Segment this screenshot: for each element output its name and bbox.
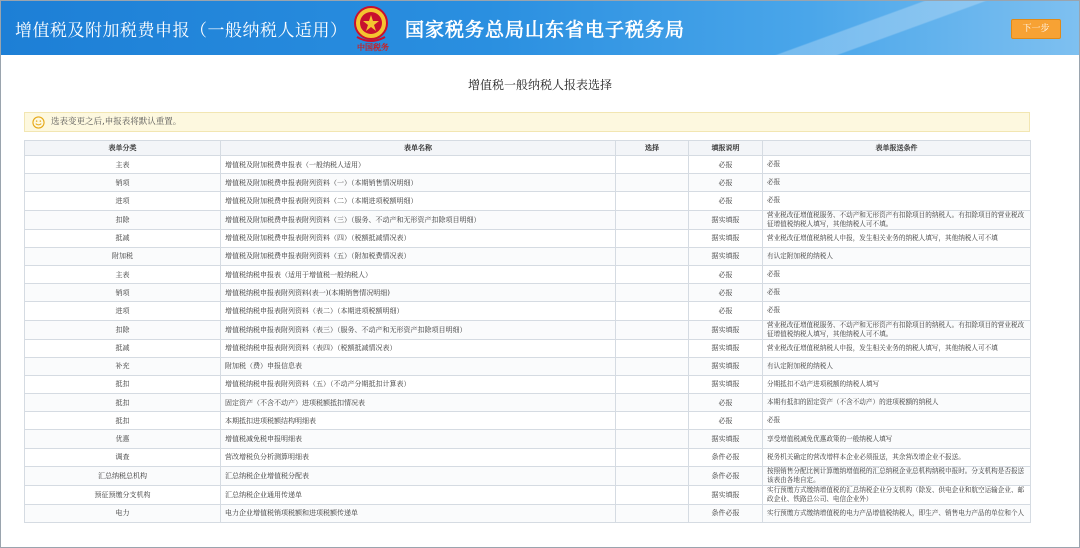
cell-fill-instructions: 必报 [689,174,763,192]
cell-conditions: 营业税改征增值税纳税人申报，发生相关业务的纳税人填写，其他纳税人可不填 [763,339,1031,357]
cell-conditions: 有认定附加税的纳税人 [763,357,1031,375]
cell-category: 预征预缴分支机构 [25,485,221,504]
cell-select[interactable] [616,210,689,229]
cell-form-name: 增值税及附加税费申报表附列资料（二）（本期进项税额明细） [221,192,616,210]
cell-form-name: 增值税纳税申报表附列资料(表一)(本期销售情况明细) [221,284,616,302]
cell-category: 进项 [25,302,221,320]
cell-fill-instructions: 必报 [689,302,763,320]
table-row[interactable] [25,210,1031,229]
cell-form-name: 本期抵扣进项税额结构明细表 [221,412,616,430]
cell-fill-instructions: 必报 [689,284,763,302]
notice-bar [24,112,1030,132]
table-body [25,156,1031,523]
table-row[interactable] [25,412,1031,430]
cell-fill-instructions: 据实填报 [689,247,763,265]
cell-form-name: 增值税减免税申报明细表 [221,430,616,448]
table-row[interactable] [25,394,1031,412]
cell-select[interactable] [616,485,689,504]
cell-conditions: 必报 [763,192,1031,210]
cell-category: 优惠 [25,430,221,448]
table-row[interactable] [25,229,1031,247]
cell-conditions: 有认定附加税的纳税人 [763,247,1031,265]
cell-fill-instructions: 必报 [689,265,763,283]
cell-form-name: 增值税及附加税费申报表附列资料（一）（本期销售情况明细） [221,174,616,192]
cell-form-name: 增值税及附加税费申报表（一般纳税人适用） [221,156,616,174]
header-mountain-decoration [759,1,1019,55]
cell-category: 抵扣 [25,412,221,430]
cell-fill-instructions: 必报 [689,192,763,210]
cell-conditions: 必报 [763,412,1031,430]
cell-select[interactable] [616,375,689,393]
cell-conditions: 按照销售分配比例计算缴纳增值税的汇总纳税企业总机构纳税申报时。分支机构是否报送该表由各地自定。 [763,466,1031,485]
table-row[interactable] [25,156,1031,174]
cell-select[interactable] [616,156,689,174]
cell-conditions: 必报 [763,174,1031,192]
notice-text: 选表变更之后,申报表将默认重置。 [51,117,182,127]
table-row[interactable] [25,320,1031,339]
table-row[interactable] [25,485,1031,504]
cell-conditions: 营业税改征增值税服务、不动产和无形资产有扣除项目的纳税人。有扣除项目的营业税改征增值税纳税人填写，其他纳税人可不填。 [763,320,1031,339]
cell-form-name: 汇总纳税企业增值税分配表 [221,466,616,485]
col-header-fill-instructions: 填报说明 [689,141,763,156]
cell-fill-instructions: 据实填报 [689,210,763,229]
cell-fill-instructions: 据实填报 [689,339,763,357]
cell-category: 附加税 [25,247,221,265]
cell-form-name: 增值税及附加税费申报表附列资料（五）（附加税费情况表） [221,247,616,265]
cell-category: 主表 [25,265,221,283]
cell-select[interactable] [616,229,689,247]
cell-fill-instructions: 条件必报 [689,448,763,466]
cell-select[interactable] [616,284,689,302]
cell-form-name: 增值税纳税申报表附列资料（表二）（本期进项税额明细） [221,302,616,320]
cell-select[interactable] [616,448,689,466]
cell-category: 进项 [25,192,221,210]
cell-select[interactable] [616,247,689,265]
cell-category: 抵减 [25,229,221,247]
table-row[interactable] [25,339,1031,357]
cell-fill-instructions: 据实填报 [689,430,763,448]
cell-form-name: 汇总纳税企业通用传递单 [221,485,616,504]
cell-conditions: 实行预缴方式缴纳增值税的汇总纳税企业分支机构（除发、供电企业和航空运输企业、邮政企业、铁路总公司、电信企业外） [763,485,1031,504]
cell-fill-instructions: 据实填报 [689,357,763,375]
cell-category: 扣除 [25,320,221,339]
cell-fill-instructions: 必报 [689,394,763,412]
cell-fill-instructions: 据实填报 [689,375,763,393]
cell-conditions: 本期有抵扣的固定资产（不含不动产）的进项税额的纳税人 [763,394,1031,412]
cell-conditions: 税务机关确定的营改增样本企业必须报送，其余营改增企业不报送。 [763,448,1031,466]
cell-select[interactable] [616,302,689,320]
app-title: 增值税及附加税费申报（一般纳税人适用） [15,21,348,41]
cell-conditions: 分期抵扣不动产进项税额的纳税人填写 [763,375,1031,393]
cell-select[interactable] [616,466,689,485]
table-row[interactable] [25,466,1031,485]
cell-form-name: 增值税纳税申报表附列资料（五）（不动产分期抵扣计算表） [221,375,616,393]
cell-category: 电力 [25,504,221,522]
cell-select[interactable] [616,339,689,357]
cell-category: 扣除 [25,210,221,229]
cell-conditions: 享受增值税减免优惠政策的一般纳税人填写 [763,430,1031,448]
org-name: 国家税务总局山东省电子税务局 [405,19,686,41]
cell-conditions: 必报 [763,302,1031,320]
cell-fill-instructions: 据实填报 [689,320,763,339]
cell-category: 抵减 [25,339,221,357]
cell-category: 汇总纳税总机构 [25,466,221,485]
cell-select[interactable] [616,430,689,448]
table-row[interactable] [25,284,1031,302]
cell-form-name: 附加税（费）申报信息表 [221,357,616,375]
table-row[interactable] [25,247,1031,265]
cell-conditions: 必报 [763,265,1031,283]
table-header-row [25,141,1031,156]
cell-fill-instructions: 条件必报 [689,466,763,485]
table-row[interactable] [25,448,1031,466]
col-header-form-name: 表单名称 [221,141,616,156]
cell-fill-instructions: 据实填报 [689,229,763,247]
table-row[interactable] [25,357,1031,375]
table-row[interactable] [25,375,1031,393]
cell-conditions: 营业税改征增值税纳税人申报，发生相关业务的纳税人填写，其他纳税人可不填 [763,229,1031,247]
table-row[interactable] [25,174,1031,192]
table-row[interactable] [25,504,1031,522]
cell-select[interactable] [616,504,689,522]
emblem-caption: 中国税务 [357,43,389,52]
cell-form-name: 增值税及附加税费申报表附列资料（四）（税额抵减情况表） [221,229,616,247]
cell-select[interactable] [616,174,689,192]
cell-form-name: 营改增税负分析测算明细表 [221,448,616,466]
cell-form-name: 增值税纳税申报表附列资料（表四）（税额抵减情况表） [221,339,616,357]
table-row[interactable] [25,265,1031,283]
cell-select[interactable] [616,394,689,412]
cell-fill-instructions: 必报 [689,156,763,174]
cell-form-name: 增值税及附加税费申报表附列资料（三）（服务、不动产和无形资产扣除项目明细） [221,210,616,229]
table-row[interactable] [25,430,1031,448]
table-row[interactable] [25,192,1031,210]
cell-category: 销项 [25,174,221,192]
report-selection-table [24,140,1031,523]
app-header [1,1,1079,55]
cell-category: 抵扣 [25,394,221,412]
cell-select[interactable] [616,412,689,430]
cell-fill-instructions: 据实填报 [689,485,763,504]
next-step-button[interactable]: 下一步 [1011,19,1061,39]
cell-fill-instructions: 必报 [689,412,763,430]
cell-form-name: 增值税纳税申报表（适用于增值税一般纳税人） [221,265,616,283]
cell-category: 销项 [25,284,221,302]
cell-fill-instructions: 条件必报 [689,504,763,522]
cell-category: 补充 [25,357,221,375]
cell-conditions: 必报 [763,284,1031,302]
col-header-category: 表单分类 [25,141,221,156]
cell-select[interactable] [616,320,689,339]
col-header-conditions: 表单报送条件 [763,141,1031,156]
cell-form-name: 增值税纳税申报表附列资料（表三）（服务、不动产和无形资产扣除项目明细） [221,320,616,339]
cell-category: 抵扣 [25,375,221,393]
cell-category: 调查 [25,448,221,466]
cell-form-name: 固定资产（不含不动产）进项税额抵扣情况表 [221,394,616,412]
cell-category: 主表 [25,156,221,174]
cell-select[interactable] [616,192,689,210]
cell-conditions: 必报 [763,156,1031,174]
table-row[interactable] [25,302,1031,320]
cell-conditions: 营业税改征增值税服务、不动产和无形资产有扣除项目的纳税人。有扣除项目的营业税改征增值税纳税人填写，其他纳税人可不填。 [763,210,1031,229]
cell-select[interactable] [616,357,689,375]
col-header-select: 选择 [616,141,689,156]
cell-select[interactable] [616,265,689,283]
smile-icon [32,116,45,129]
page-title: 增值税一般纳税人报表选择 [467,78,612,92]
cell-conditions: 实行预缴方式缴纳增值税的电力产品增值税纳税人，即生产、销售电力产品的单位和个人 [763,504,1031,522]
cell-form-name: 电力企业增值税销项税额和进项税额传递单 [221,504,616,522]
